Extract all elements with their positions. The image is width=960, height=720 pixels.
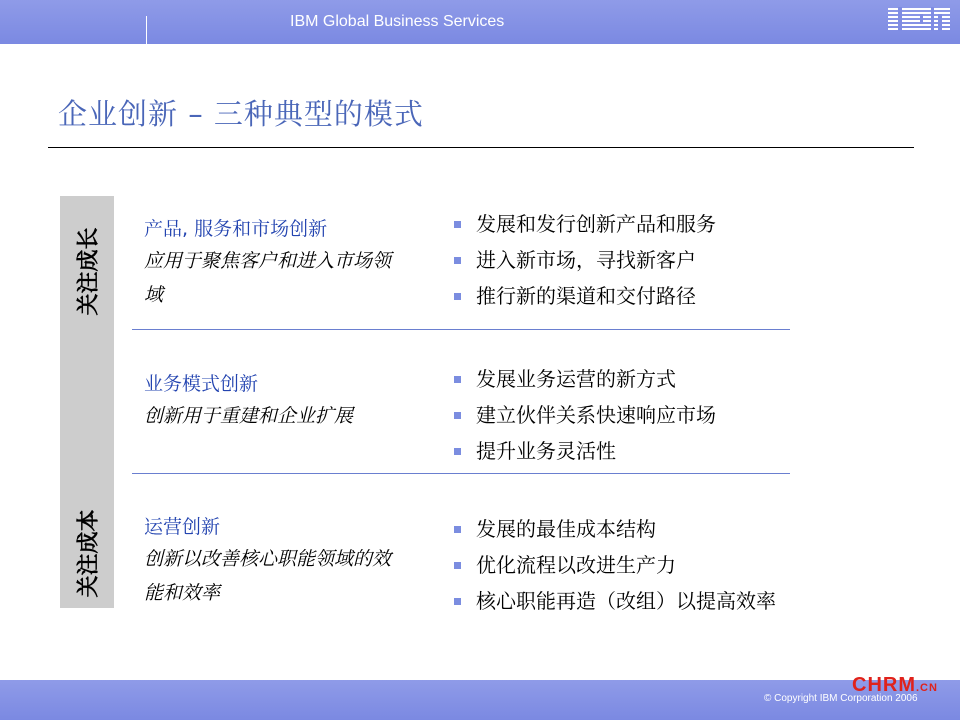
square-bullet-icon bbox=[454, 221, 461, 228]
row-title-operations-innovation: 运营创新 bbox=[144, 516, 221, 538]
header-separator bbox=[146, 16, 147, 44]
list-item: 发展的最佳成本结构 bbox=[452, 511, 776, 547]
row-title-business-model-innovation: 业务模式创新 bbox=[144, 373, 259, 395]
row-desc-operations-innovation: 创新以改善核心职能领域的效能和效率 bbox=[144, 548, 392, 604]
row-divider bbox=[132, 329, 790, 330]
bullet-list-operations-innovation bbox=[452, 511, 776, 619]
header-title: IBM Global Business Services bbox=[290, 13, 505, 30]
square-bullet-icon bbox=[454, 448, 461, 455]
square-bullet-icon bbox=[454, 562, 461, 569]
bullet-list-business-model-innovation bbox=[452, 361, 716, 469]
ibm-logo-icon bbox=[886, 4, 952, 36]
row-divider bbox=[132, 473, 790, 474]
header-bar bbox=[0, 0, 960, 44]
square-bullet-icon bbox=[454, 598, 461, 605]
list-item: 提升业务灵活性 bbox=[452, 433, 716, 469]
square-bullet-icon bbox=[454, 412, 461, 419]
list-item: 推行新的渠道和交付路径 bbox=[452, 278, 716, 314]
sidebar-label-cost: 关注成本 bbox=[75, 508, 102, 598]
list-item: 进入新市场，寻找新客户 bbox=[452, 242, 716, 278]
bullet-list-product-innovation bbox=[452, 206, 716, 314]
list-item: 发展业务运营的新方式 bbox=[452, 361, 716, 397]
list-item: 发展和发行创新产品和服务 bbox=[452, 206, 716, 242]
square-bullet-icon bbox=[454, 293, 461, 300]
copyright-text: © Copyright IBM Corporation 2006 bbox=[764, 693, 918, 704]
chrm-watermark: CHRM.CN bbox=[852, 674, 938, 696]
row-title-product-innovation: 产品, 服务和市场创新 bbox=[144, 218, 328, 240]
row-desc-business-model-innovation: 创新用于重建和企业扩展 bbox=[144, 405, 354, 427]
page-title: 企业创新 – 三种典型的模式 bbox=[58, 97, 424, 131]
title-divider bbox=[48, 147, 914, 148]
list-item: 优化流程以改进生产力 bbox=[452, 547, 776, 583]
square-bullet-icon bbox=[454, 526, 461, 533]
row-desc-product-innovation: 应用于聚焦客户和进入市场领域 bbox=[144, 250, 392, 306]
square-bullet-icon bbox=[454, 376, 461, 383]
square-bullet-icon bbox=[454, 257, 461, 264]
sidebar-label-growth: 关注成长 bbox=[75, 226, 102, 316]
list-item: 建立伙伴关系快速响应市场 bbox=[452, 397, 716, 433]
list-item: 核心职能再造（改组）以提高效率 bbox=[452, 583, 776, 619]
